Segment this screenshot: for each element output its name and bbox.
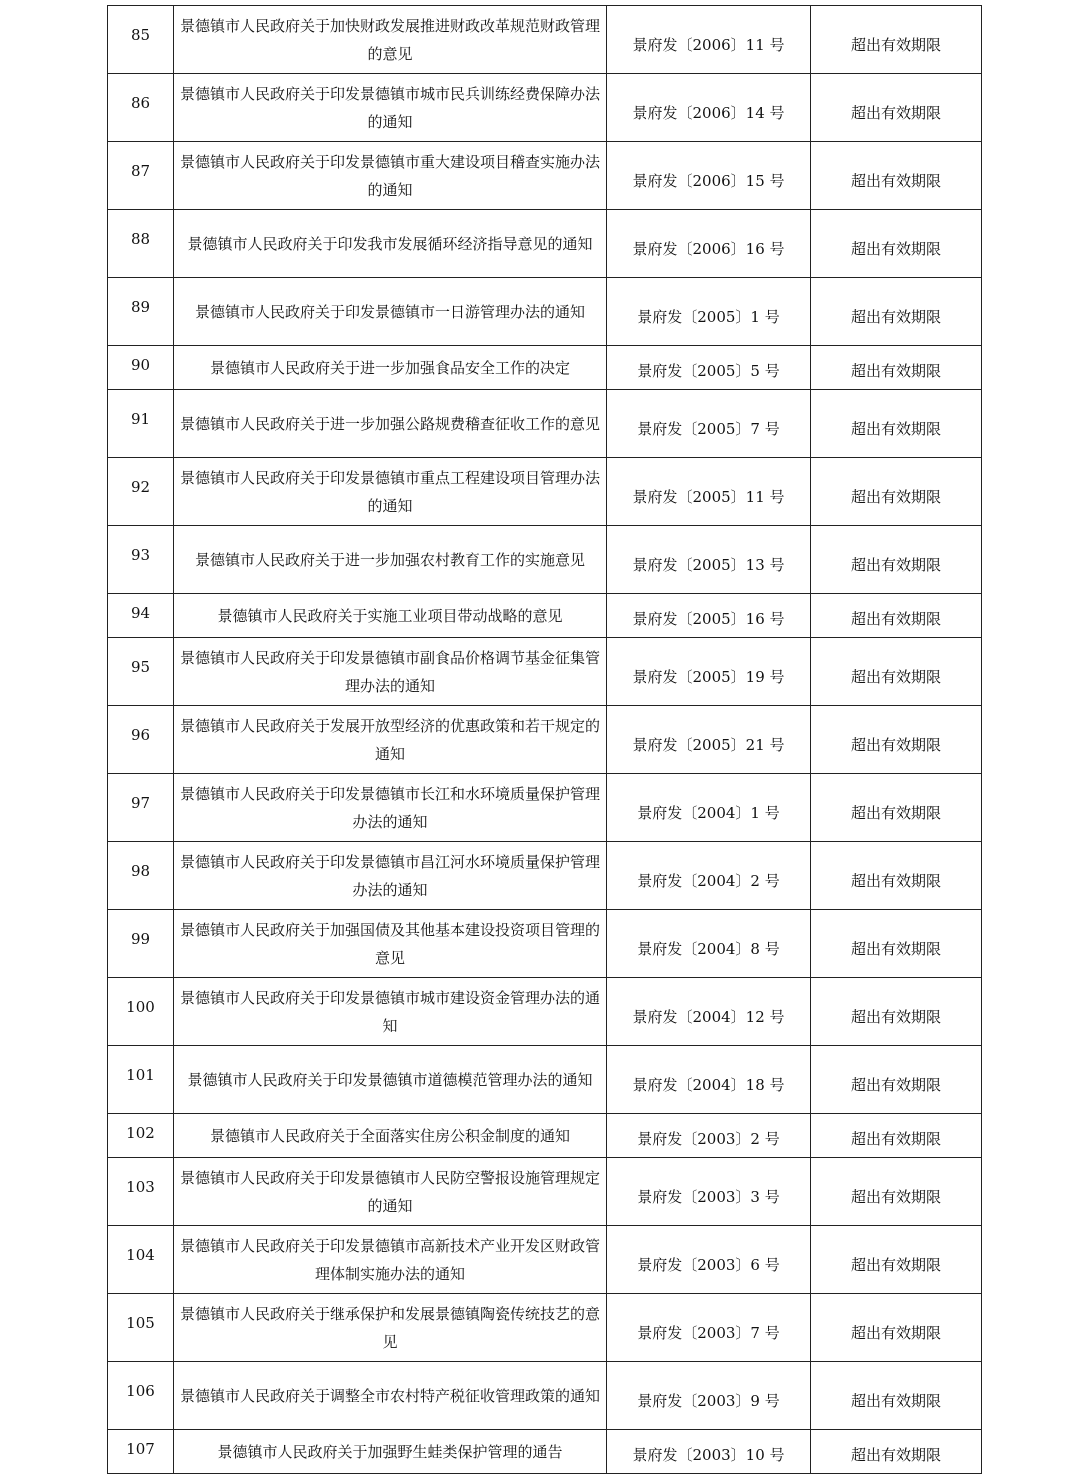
document-number-cell	[607, 1046, 811, 1114]
row-number-cell	[108, 1114, 174, 1158]
document-table	[107, 5, 982, 1474]
table-body	[108, 6, 982, 1474]
row-number-cell	[108, 6, 174, 74]
row-number-cell	[108, 210, 174, 278]
row-number: 104	[126, 1246, 155, 1264]
document-title-cell	[174, 910, 607, 978]
row-number: 94	[130, 604, 151, 622]
row-number-cell	[108, 390, 174, 458]
document-number: 景府发〔2004〕8 号	[637, 939, 780, 958]
validity-status-cell	[811, 1046, 982, 1114]
validity-status-cell	[811, 458, 982, 526]
document-number-cell	[607, 74, 811, 142]
document-number: 景府发〔2004〕2 号	[637, 871, 780, 890]
document-number-cell	[607, 142, 811, 210]
document-title-cell	[174, 842, 607, 910]
row-number-cell	[108, 1362, 174, 1430]
document-title: 景德镇市人民政府关于印发景德镇市昌江河水环境质量保护管理办法的通知	[180, 852, 601, 899]
document-title: 景德镇市人民政府关于加强国债及其他基本建设投资项目管理的意见	[180, 920, 601, 967]
document-title-cell	[174, 1362, 607, 1430]
table-row	[108, 390, 982, 458]
validity-status-cell	[811, 1362, 982, 1430]
row-number: 91	[130, 410, 151, 428]
document-title: 景德镇市人民政府关于印发景德镇市城市建设资金管理办法的通知	[180, 988, 601, 1035]
document-title: 景德镇市人民政府关于印发景德镇市一日游管理办法的通知	[194, 302, 585, 321]
document-number: 景府发〔2005〕16 号	[632, 609, 785, 628]
row-number-cell	[108, 74, 174, 142]
row-number-cell	[108, 526, 174, 594]
document-title-cell	[174, 390, 607, 458]
document-title-cell	[174, 1158, 607, 1226]
document-number: 景府发〔2006〕15 号	[632, 171, 785, 190]
document-number-cell	[607, 346, 811, 390]
table-row	[108, 638, 982, 706]
row-number: 88	[130, 230, 151, 248]
document-number-cell	[607, 1114, 811, 1158]
row-number: 99	[130, 930, 151, 948]
row-number-cell	[108, 706, 174, 774]
row-number: 85	[130, 26, 151, 44]
validity-status-cell	[811, 278, 982, 346]
document-title: 景德镇市人民政府关于全面落实住房公积金制度的通知	[209, 1126, 570, 1145]
validity-status: 超出有效期限	[850, 555, 941, 574]
document-number-cell	[607, 1362, 811, 1430]
row-number-cell	[108, 910, 174, 978]
table-row	[108, 526, 982, 594]
validity-status: 超出有效期限	[850, 667, 941, 686]
document-title-cell	[174, 458, 607, 526]
validity-status-cell	[811, 210, 982, 278]
document-number: 景府发〔2003〕10 号	[632, 1445, 785, 1464]
row-number: 100	[126, 998, 155, 1016]
document-title-cell	[174, 278, 607, 346]
validity-status: 超出有效期限	[850, 609, 941, 628]
document-title-cell	[174, 526, 607, 594]
document-number: 景府发〔2005〕5 号	[637, 361, 780, 380]
validity-status-cell	[811, 638, 982, 706]
row-number-cell	[108, 142, 174, 210]
table-row	[108, 142, 982, 210]
validity-status-cell	[811, 142, 982, 210]
document-number-cell	[607, 6, 811, 74]
table-row	[108, 1294, 982, 1362]
row-number: 97	[130, 794, 151, 812]
table-row	[108, 346, 982, 390]
document-title-cell	[174, 1294, 607, 1362]
document-title: 景德镇市人民政府关于加快财政发展推进财政改革规范财政管理的意见	[180, 16, 601, 63]
row-number-cell	[108, 278, 174, 346]
document-number: 景府发〔2003〕7 号	[637, 1323, 780, 1342]
validity-status: 超出有效期限	[850, 239, 941, 258]
row-number: 105	[126, 1314, 155, 1332]
document-number: 景府发〔2006〕14 号	[632, 103, 785, 122]
validity-status-cell	[811, 774, 982, 842]
document-title: 景德镇市人民政府关于印发景德镇市副食品价格调节基金征集管理办法的通知	[180, 648, 601, 695]
document-title-cell	[174, 142, 607, 210]
row-number: 87	[130, 162, 151, 180]
validity-status-cell	[811, 526, 982, 594]
document-number: 景府发〔2005〕11 号	[632, 487, 785, 506]
document-number-cell	[607, 842, 811, 910]
document-number-cell	[607, 910, 811, 978]
validity-status: 超出有效期限	[850, 1187, 941, 1206]
validity-status-cell	[811, 1430, 982, 1474]
document-title: 景德镇市人民政府关于印发景德镇市城市民兵训练经费保障办法的通知	[180, 84, 601, 131]
row-number: 106	[126, 1382, 155, 1400]
document-number: 景府发〔2004〕1 号	[637, 803, 780, 822]
validity-status: 超出有效期限	[850, 361, 941, 380]
document-number-cell	[607, 1430, 811, 1474]
document-number-cell	[607, 978, 811, 1046]
document-number: 景府发〔2004〕12 号	[632, 1007, 785, 1026]
row-number: 92	[130, 478, 151, 496]
document-title-cell	[174, 6, 607, 74]
row-number-cell	[108, 638, 174, 706]
validity-status: 超出有效期限	[850, 1075, 941, 1094]
document-number: 景府发〔2003〕2 号	[637, 1129, 780, 1148]
validity-status-cell	[811, 978, 982, 1046]
validity-status: 超出有效期限	[850, 487, 941, 506]
row-number-cell	[108, 458, 174, 526]
validity-status: 超出有效期限	[850, 171, 941, 190]
document-title: 景德镇市人民政府关于进一步加强公路规费稽查征收工作的意见	[180, 414, 601, 433]
document-title-cell	[174, 706, 607, 774]
row-number: 103	[126, 1178, 155, 1196]
document-number-cell	[607, 210, 811, 278]
validity-status: 超出有效期限	[850, 803, 941, 822]
document-number: 景府发〔2003〕6 号	[637, 1255, 780, 1274]
document-title: 景德镇市人民政府关于印发景德镇市长江和水环境质量保护管理办法的通知	[180, 784, 601, 831]
document-number-cell	[607, 526, 811, 594]
validity-status: 超出有效期限	[850, 1129, 941, 1148]
row-number-cell	[108, 594, 174, 638]
document-number: 景府发〔2005〕19 号	[632, 667, 785, 686]
table-row	[108, 1114, 982, 1158]
validity-status-cell	[811, 1114, 982, 1158]
document-number: 景府发〔2006〕11 号	[632, 35, 785, 54]
document-title-cell	[174, 978, 607, 1046]
validity-status-cell	[811, 594, 982, 638]
document-title-cell	[174, 210, 607, 278]
validity-status: 超出有效期限	[850, 35, 941, 54]
document-title: 景德镇市人民政府关于印发我市发展循环经济指导意见的通知	[187, 234, 593, 253]
document-number-cell	[607, 1226, 811, 1294]
document-number: 景府发〔2003〕3 号	[637, 1187, 780, 1206]
document-title: 景德镇市人民政府关于加强野生蛙类保护管理的通告	[217, 1442, 563, 1461]
validity-status-cell	[811, 1226, 982, 1294]
validity-status-cell	[811, 1158, 982, 1226]
table-row	[108, 978, 982, 1046]
table-row	[108, 1158, 982, 1226]
document-number-cell	[607, 594, 811, 638]
table-row	[108, 774, 982, 842]
validity-status: 超出有效期限	[850, 939, 941, 958]
document-number: 景府发〔2006〕16 号	[632, 239, 785, 258]
row-number: 101	[126, 1066, 155, 1084]
document-title-cell	[174, 638, 607, 706]
table-row	[108, 74, 982, 142]
validity-status-cell	[811, 6, 982, 74]
validity-status: 超出有效期限	[850, 419, 941, 438]
document-number-cell	[607, 638, 811, 706]
table-row	[108, 1046, 982, 1114]
document-title: 景德镇市人民政府关于印发景德镇市高新技术产业开发区财政管理体制实施办法的通知	[180, 1236, 601, 1283]
table-row	[108, 1362, 982, 1430]
table-row	[108, 910, 982, 978]
document-title: 景德镇市人民政府关于调整全市农村特产税征收管理政策的通知	[180, 1386, 601, 1405]
table-row	[108, 1430, 982, 1474]
document-number: 景府发〔2005〕13 号	[632, 555, 785, 574]
validity-status: 超出有效期限	[850, 1255, 941, 1274]
row-number: 95	[130, 658, 151, 676]
validity-status: 超出有效期限	[850, 307, 941, 326]
row-number-cell	[108, 346, 174, 390]
document-title-cell	[174, 74, 607, 142]
row-number: 86	[130, 94, 151, 112]
validity-status: 超出有效期限	[850, 1323, 941, 1342]
validity-status-cell	[811, 390, 982, 458]
document-title: 景德镇市人民政府关于印发景德镇市道德模范管理办法的通知	[187, 1070, 593, 1089]
document-title: 景德镇市人民政府关于印发景德镇市重大建设项目稽查实施办法的通知	[180, 152, 601, 199]
document-number-cell	[607, 278, 811, 346]
validity-status-cell	[811, 910, 982, 978]
row-number-cell	[108, 774, 174, 842]
row-number: 89	[130, 298, 151, 316]
validity-status: 超出有效期限	[850, 103, 941, 122]
document-title: 景德镇市人民政府关于实施工业项目带动战略的意见	[217, 606, 563, 625]
table-row	[108, 210, 982, 278]
document-number-cell	[607, 774, 811, 842]
row-number: 96	[130, 726, 151, 744]
row-number: 90	[130, 356, 151, 374]
validity-status-cell	[811, 842, 982, 910]
document-number-cell	[607, 1158, 811, 1226]
row-number-cell	[108, 1158, 174, 1226]
document-title-cell	[174, 1430, 607, 1474]
document-title: 景德镇市人民政府关于进一步加强食品安全工作的决定	[209, 358, 570, 377]
document-title: 景德镇市人民政府关于发展开放型经济的优惠政策和若干规定的通知	[180, 716, 601, 763]
row-number: 107	[126, 1440, 155, 1458]
row-number-cell	[108, 978, 174, 1046]
document-title-cell	[174, 1046, 607, 1114]
validity-status: 超出有效期限	[850, 871, 941, 890]
document-title-cell	[174, 594, 607, 638]
row-number-cell	[108, 1294, 174, 1362]
validity-status-cell	[811, 346, 982, 390]
table-row	[108, 842, 982, 910]
document-number-cell	[607, 390, 811, 458]
document-number-cell	[607, 458, 811, 526]
document-title: 景德镇市人民政府关于继承保护和发展景德镇陶瓷传统技艺的意见	[180, 1304, 601, 1351]
document-title-cell	[174, 1114, 607, 1158]
document-number: 景府发〔2005〕21 号	[632, 735, 785, 754]
document-number-cell	[607, 706, 811, 774]
document-number: 景府发〔2004〕18 号	[632, 1075, 785, 1094]
row-number: 102	[126, 1124, 155, 1142]
validity-status: 超出有效期限	[850, 1007, 941, 1026]
document-title: 景德镇市人民政府关于印发景德镇市人民防空警报设施管理规定的通知	[180, 1168, 601, 1215]
table-row	[108, 706, 982, 774]
validity-status-cell	[811, 706, 982, 774]
document-title: 景德镇市人民政府关于印发景德镇市重点工程建设项目管理办法的通知	[180, 468, 601, 515]
table-row	[108, 594, 982, 638]
validity-status: 超出有效期限	[850, 1391, 941, 1410]
table-row	[108, 6, 982, 74]
row-number-cell	[108, 842, 174, 910]
table-row	[108, 278, 982, 346]
validity-status-cell	[811, 74, 982, 142]
validity-status-cell	[811, 1294, 982, 1362]
row-number-cell	[108, 1430, 174, 1474]
row-number-cell	[108, 1046, 174, 1114]
document-number: 景府发〔2005〕1 号	[637, 307, 780, 326]
document-number: 景府发〔2005〕7 号	[637, 419, 780, 438]
validity-status: 超出有效期限	[850, 735, 941, 754]
document-title: 景德镇市人民政府关于进一步加强农村教育工作的实施意见	[194, 550, 585, 569]
document-number-cell	[607, 1294, 811, 1362]
document-number: 景府发〔2003〕9 号	[637, 1391, 780, 1410]
table-row	[108, 1226, 982, 1294]
table-row	[108, 458, 982, 526]
document-title-cell	[174, 1226, 607, 1294]
validity-status: 超出有效期限	[850, 1445, 941, 1464]
row-number: 98	[130, 862, 151, 880]
row-number-cell	[108, 1226, 174, 1294]
document-title-cell	[174, 774, 607, 842]
row-number: 93	[130, 546, 151, 564]
document-title-cell	[174, 346, 607, 390]
